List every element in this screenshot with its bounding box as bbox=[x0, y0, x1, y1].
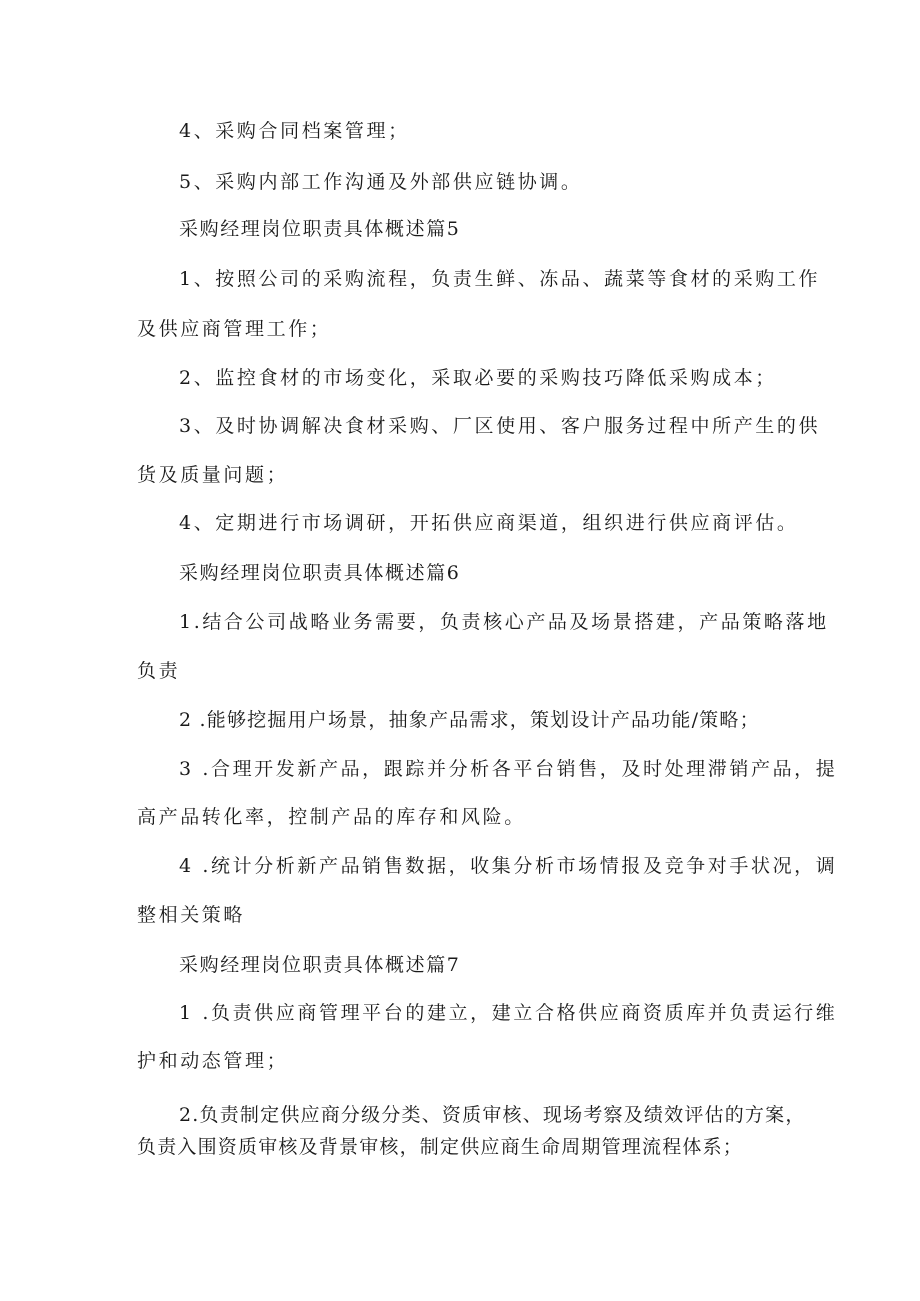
section-heading-6: 采购经理岗位职责具体概述篇6 bbox=[179, 562, 461, 584]
section-heading-5: 采购经理岗位职责具体概述篇5 bbox=[179, 218, 461, 240]
list-item-4-contract-archive: 4、采购合同档案管理； bbox=[179, 120, 410, 142]
list-item-1-supplier-platform: 1 .负责供应商管理平台的建立，建立合格供应商资质库并负责运行维 bbox=[179, 1002, 838, 1024]
list-item-4-market-research: 4、定期进行市场调研，开拓供应商渠道，组织进行供应商评估。 bbox=[179, 512, 799, 534]
list-item-4-continuation: 整相关策略 bbox=[137, 904, 246, 926]
list-item-1-continuation: 负责 bbox=[137, 660, 181, 682]
list-item-1-continuation: 护和动态管理； bbox=[137, 1050, 289, 1072]
list-item-4-sales-analysis: 4 .统计分析新产品销售数据，收集分析市场情报及竞争对手状况，调 bbox=[179, 855, 838, 877]
list-item-5-communication: 5、采购内部工作沟通及外部供应链协调。 bbox=[179, 171, 583, 193]
list-item-2-supplier-classification: 2.负责制定供应商分级分类、资质审核、现场考察及绩效评估的方案， bbox=[179, 1104, 806, 1126]
list-item-1-procurement-process: 1、按照公司的采购流程，负责生鲜、冻品、蔬菜等食材的采购工作 bbox=[179, 268, 821, 290]
list-item-1-strategy: 1.结合公司战略业务需要，负责核心产品及场景搭建，产品策略落地 bbox=[179, 611, 829, 633]
list-item-3-coordination: 3、及时协调解决食材采购、厂区使用、客户服务过程中所产生的供 bbox=[179, 415, 821, 437]
list-item-3-continuation: 高产品转化率，控制产品的库存和风险。 bbox=[137, 806, 526, 828]
list-item-3-continuation: 货及质量问题； bbox=[137, 464, 289, 486]
list-item-2-continuation: 负责入围资质审核及背景审核，制定供应商生命周期管理流程体系； bbox=[137, 1136, 744, 1158]
list-item-2-market-monitoring: 2、监控食材的市场变化，采取必要的采购技巧降低采购成本； bbox=[179, 367, 777, 389]
list-item-1-continuation: 及供应商管理工作； bbox=[137, 318, 332, 340]
section-heading-7: 采购经理岗位职责具体概述篇7 bbox=[179, 954, 461, 976]
list-item-3-new-products: 3 .合理开发新产品，跟踪并分析各平台销售，及时处理滞销产品，提 bbox=[179, 758, 838, 780]
list-item-2-user-scenarios: 2 .能够挖掘用户场景，抽象产品需求，策划设计产品功能/策略； bbox=[179, 709, 760, 731]
